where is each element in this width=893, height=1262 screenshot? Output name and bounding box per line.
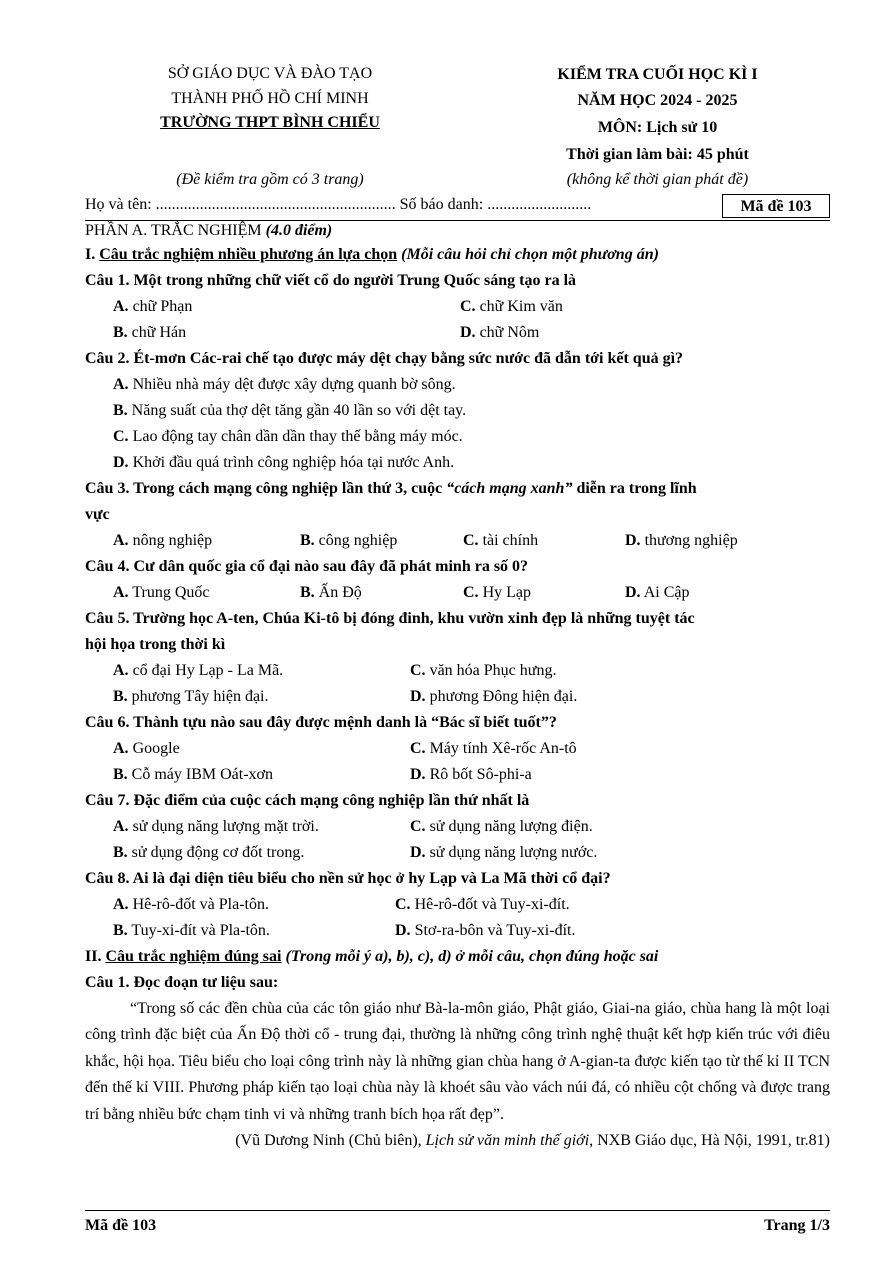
q1-option-a: A. chữ Phạn — [113, 298, 193, 315]
question-6: Câu 6. Thành tựu nào sau đây được mệnh danh là “Bác sĩ biết tuốt”? — [85, 714, 557, 731]
q2-option-a: A. Nhiều nhà máy dệt được xây dựng quanh bờ sông. — [113, 376, 456, 393]
time-note: (không kể thời gian phát đề) — [566, 171, 749, 188]
q8-option-b: B. Tuy-xi-đít và Pla-tôn. — [113, 922, 270, 939]
q4-option-b: B. Ấn Độ — [300, 584, 362, 601]
q6-option-c: C. Máy tính Xê-rốc An-tô — [410, 740, 577, 757]
part-a-heading: PHẦN A. TRẮC NGHIỆM (4.0 điểm) — [85, 222, 333, 239]
q3-option-b: B. công nghiệp — [300, 532, 398, 549]
page-count-note: (Đề kiểm tra gồm có 3 trang) — [176, 171, 364, 188]
q2-option-c: C. Lao động tay chân dần dần thay thế bằng máy móc. — [113, 428, 463, 445]
exam-info-block — [485, 62, 830, 168]
exam-title: KIỂM TRA CUỐI HỌC KÌ I — [557, 66, 758, 83]
question-3-line-2: vực — [85, 506, 110, 523]
q5-option-b: B. phương Tây hiện đại. — [113, 688, 269, 705]
page-number: Trang 1/3 — [764, 1217, 830, 1234]
q5-option-c: C. văn hóa Phục hưng. — [410, 662, 557, 679]
question-4-options — [85, 580, 830, 606]
q1-option-b: B. chữ Hán — [113, 324, 187, 341]
q6-option-b: B. Cỗ máy IBM Oát-xơn — [113, 766, 274, 783]
q8-option-d: D. Stơ-ra-bôn và Tuy-xi-đít. — [395, 922, 576, 939]
subject: MÔN: Lịch sử 10 — [597, 119, 718, 136]
time-limit: Thời gian làm bài: 45 phút — [566, 146, 749, 163]
q6-option-a: A. Google — [113, 740, 180, 757]
q5-option-a: A. cổ đại Hy Lạp - La Mã. — [113, 662, 284, 679]
question-7: Câu 7. Đặc điểm của cuộc cách mạng công nghiệp lần thứ nhất là — [85, 792, 530, 809]
question-7-options-row-1 — [85, 814, 830, 840]
question-2: Câu 2. Ét-mơn Các-rai chế tạo được máy dệt chạy bằng sức nước đã dẫn tới kết quả gì? — [85, 350, 684, 367]
question-5-line-2: hội họa trong thời kì — [85, 636, 226, 653]
section-2-title: Câu trắc nghiệm đúng sai — [105, 948, 282, 965]
exam-header — [85, 62, 830, 194]
section-1-note: (Mỗi câu hỏi chỉ chọn một phương án) — [401, 246, 659, 263]
q7-option-c: C. sử dụng năng lượng điện. — [410, 818, 593, 835]
q7-option-d: D. sử dụng năng lượng nước. — [410, 844, 598, 861]
question-6-options-row-1 — [85, 736, 830, 762]
school-block — [85, 62, 455, 136]
section-2-note: (Trong mỗi ý a), b), c), d) ở mỗi câu, chọn đúng hoặc sai — [285, 948, 659, 965]
q6-option-d: D. Rô bốt Sô-phi-a — [410, 766, 532, 783]
q4-option-c: C. Hy Lạp — [463, 584, 531, 601]
question-6-options-row-2 — [85, 762, 830, 788]
q1-option-c: C. chữ Kim văn — [460, 298, 563, 315]
question-1-options-row-1 — [85, 294, 830, 320]
page-footer — [85, 1210, 830, 1234]
exam-page — [85, 62, 830, 1154]
q4-option-a: A. Trung Quốc — [113, 584, 210, 601]
q7-option-a: A. sử dụng năng lượng mặt trời. — [113, 818, 319, 835]
q8-option-a: A. Hê-rô-đốt và Pla-tôn. — [113, 896, 269, 913]
q8-option-c: C. Hê-rô-đốt và Tuy-xi-đít. — [395, 896, 570, 913]
section-1-heading: I. Câu trắc nghiệm nhiều phương án lựa chọn (Mỗi câu hỏi chỉ chọn một phương án) — [85, 246, 659, 263]
question-8-options-row-1 — [85, 892, 830, 918]
section-2-heading: II. Câu trắc nghiệm đúng sai (Trong mỗi ý a), b), c), d) ở mỗi câu, chọn đúng hoặc sai — [85, 948, 659, 965]
question-8: Câu 8. Ai là đại diện tiêu biểu cho nền sử học ở hy Lạp và La Mã thời cổ đại? — [85, 870, 611, 887]
city-name: THÀNH PHỐ HỒ CHÍ MINH — [171, 89, 369, 107]
student-id-line — [85, 194, 830, 220]
q3-option-c: C. tài chính — [463, 532, 539, 549]
section-1-title: Câu trắc nghiệm nhiều phương án lựa chọn — [99, 246, 398, 263]
question-5-options-row-1 — [85, 658, 830, 684]
question-4: Câu 4. Cư dân quốc gia cổ đại nào sau đây đã phát minh ra số 0? — [85, 558, 529, 575]
candidate-number-field: Số báo danh: .......................... — [399, 196, 592, 213]
school-year: NĂM HỌC 2024 - 2025 — [577, 92, 738, 109]
question-3-options — [85, 528, 830, 554]
q2-option-b: B. Năng suất của thợ dệt tăng gần 40 lần so với dệt tay. — [113, 402, 467, 419]
q2-option-d: D. Khởi đầu quá trình công nghiệp hóa tại nước Anh. — [113, 454, 455, 471]
source-citation: (Vũ Dương Ninh (Chủ biên), Lịch sử văn minh thế giới, NXB Giáo dục, Hà Nội, 1991, tr.81) — [235, 1132, 830, 1150]
question-1: Câu 1. Một trong những chữ viết cổ do người Trung Quốc sáng tạo ra là — [85, 272, 577, 289]
school-name: TRƯỜNG THPT BÌNH CHIỂU — [160, 114, 380, 131]
question-1-options-row-2 — [85, 320, 830, 346]
q3-option-d: D. thương nghiệp — [625, 532, 738, 549]
source-passage: “Trong số các đền chùa của các tôn giáo như Bà-la-môn giáo, Phật giáo, Giai-na giáo, chùa hang là một loại công trình đặc biệt của Ấn Độ thời cổ - trung đại, thường là những công trình nghệ thuật kết hợp kiến trúc với điêu khắc, hội họa. Tiêu biểu cho loại công trình này là những gian chùa hang ở A-gian-ta được kiến tạo từ thế kỉ II TCN đến thế kỉ VIII. Phương pháp kiến tạo loại chùa này là khoét sâu vào vách núi đá, có nhiều cột chống và được trang trí bằng nhiều bức chạm tinh vi và những tranh bích họa rất đẹp”. — [85, 1000, 830, 1123]
q1-option-d: D. chữ Nôm — [460, 324, 540, 341]
q3-option-a: A. nông nghiệp — [113, 532, 213, 549]
student-name-field: Họ và tên: ............................................................ Số báo danh: .......................... — [85, 196, 592, 213]
question-8-options-row-2 — [85, 918, 830, 944]
question-3: Câu 3. Trong cách mạng công nghiệp lần thứ 3, cuộc “cách mạng xanh” diễn ra trong lĩnh — [85, 480, 697, 497]
header-divider — [85, 220, 830, 221]
department-name: SỞ GIÁO DỤC VÀ ĐÀO TẠO — [167, 65, 373, 82]
q5-option-d: D. phương Đông hiện đại. — [410, 688, 578, 705]
question-7-options-row-2 — [85, 840, 830, 866]
footer-exam-code: Mã đề 103 — [85, 1217, 157, 1234]
part-a-score: (4.0 điểm) — [265, 222, 333, 239]
question-5: Câu 5. Trường học A-ten, Chúa Ki-tô bị đóng đinh, khu vườn xinh đẹp là những tuyệt tác — [85, 610, 695, 627]
tf-question-1: Câu 1. Đọc đoạn tư liệu sau: — [85, 974, 279, 991]
exam-code-box: Mã đề 103 — [722, 194, 830, 218]
q4-option-d: D. Ai Cập — [625, 584, 690, 601]
q7-option-b: B. sử dụng động cơ đốt trong. — [113, 844, 305, 861]
question-5-options-row-2 — [85, 684, 830, 710]
